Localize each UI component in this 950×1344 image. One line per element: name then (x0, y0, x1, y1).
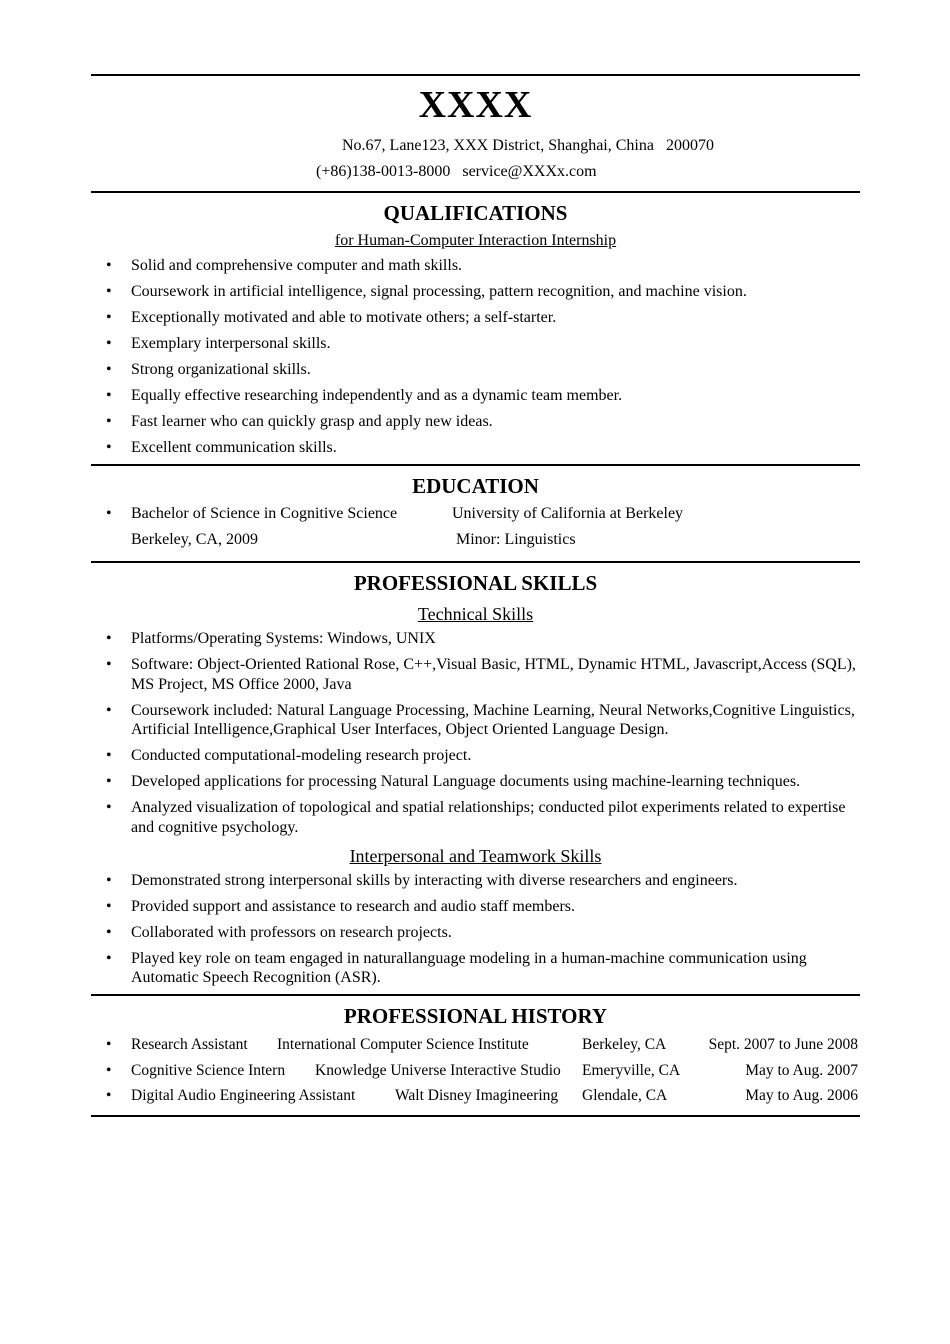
professional-history-section (91, 1002, 860, 1109)
divider (91, 561, 860, 563)
list-item: • Fast learner who can quickly grasp and apply new ideas. (106, 413, 493, 430)
bullet-icon: • (106, 505, 112, 522)
list-item: • Platforms/Operating Systems: Windows, UNIX (106, 630, 436, 647)
professional-skills-section (91, 569, 860, 988)
skills-title: PROFESSIONAL SKILLS (353, 571, 598, 595)
history-row (91, 1032, 860, 1058)
bullet-icon: • (106, 897, 112, 915)
list-item: • Developed applications for processing Natural Language documents using machine-learning techniques. (106, 773, 801, 790)
list-item: • Exceptionally motivated and able to motivate others; a self-starter. (106, 309, 557, 326)
history-row (91, 1058, 860, 1084)
employer: Walt Disney Imagineering (395, 1087, 559, 1104)
bullet-icon: • (106, 309, 112, 326)
history-table (91, 1032, 860, 1109)
education-location-year: Berkeley, CA, 2009 (131, 531, 258, 548)
list-item: • Exemplary interpersonal skills. (106, 335, 331, 352)
history-title: PROFESSIONAL HISTORY (343, 1004, 608, 1028)
bullet-icon: • (106, 799, 112, 816)
job-dates: May to Aug. 2007 (745, 1061, 858, 1079)
list-item: • Demonstrated strong interpersonal skills by interacting with diverse researchers and engineers. (106, 871, 738, 889)
bullet-icon: • (106, 656, 112, 673)
job-dates: Sept. 2007 to June 2008 (708, 1036, 858, 1053)
divider (91, 464, 860, 466)
employer: International Computer Science Institute (277, 1036, 529, 1053)
bullet-icon: • (106, 1087, 112, 1104)
job-role: Research Assistant (131, 1036, 248, 1053)
technical-skills-list (91, 629, 860, 837)
job-dates: May to Aug. 2006 (745, 1087, 858, 1104)
bullet-icon: • (106, 1036, 112, 1053)
contact-info: (+86)138-0013-8000 service@XXXx.com (316, 163, 597, 180)
job-location: Glendale, CA (582, 1087, 668, 1104)
list-item: • Excellent communication skills. (106, 439, 337, 456)
candidate-name: XXXX (418, 84, 533, 126)
list-item: • Coursework in artificial intelligence, signal processing, pattern recognition, and machine vision. (106, 283, 747, 300)
list-item: • Solid and comprehensive computer and math skills. (106, 257, 463, 274)
qualifications-section (91, 199, 860, 458)
qualifications-list (91, 256, 860, 458)
divider (91, 74, 860, 76)
bullet-icon: • (106, 871, 112, 889)
education-title: EDUCATION (412, 474, 539, 498)
education-section (91, 472, 860, 553)
divider (91, 191, 860, 193)
bullet-icon: • (106, 413, 112, 430)
list-item: • Provided support and assistance to research and audio staff members. (106, 897, 576, 915)
list-item: • Equally effective researching independently and as a dynamic team member. (106, 387, 623, 404)
bullet-icon: • (106, 773, 112, 790)
divider (91, 1115, 860, 1117)
job-role: Digital Audio Engineering Assistant (131, 1087, 356, 1104)
bullet-icon: • (106, 630, 112, 647)
qualifications-title: QUALIFICATIONS (383, 201, 568, 225)
divider (91, 994, 860, 996)
minor: Minor: Linguistics (456, 531, 576, 548)
qualifications-subtitle: for Human-Computer Interaction Internship (334, 232, 617, 249)
bullet-icon: • (106, 257, 112, 274)
bullet-icon: • (106, 923, 112, 941)
bullet-icon: • (106, 1061, 112, 1079)
interpersonal-skills-list (91, 871, 860, 988)
bullet-icon: • (106, 283, 112, 300)
list-item: • Analyzed visualization of topological and spatial relationships; conducted pilot experiments related to expertise and cognitive psychology. (106, 799, 846, 836)
interpersonal-skills-subtitle: Interpersonal and Teamwork Skills (349, 845, 602, 866)
bullet-icon: • (106, 439, 112, 456)
education-entry (91, 501, 860, 553)
job-location: Emeryville, CA (582, 1061, 681, 1079)
list-item: • Software: Object-Oriented Rational Rose, C++,Visual Basic, HTML, Dynamic HTML, Javascript,Access (SQL), MS Project, MS Office 2000, Java (106, 656, 856, 693)
job-location: Berkeley, CA (582, 1036, 667, 1053)
employer: Knowledge Universe Interactive Studio (315, 1061, 561, 1079)
list-item: • Played key role on team engaged in naturallanguage modeling in a human-machine communication using Automatic Speech Recognition (ASR). (106, 949, 807, 986)
bullet-icon: • (106, 747, 112, 764)
history-row (91, 1083, 860, 1109)
degree: Bachelor of Science in Cognitive Science (131, 505, 398, 522)
school: University of California at Berkeley (452, 505, 684, 522)
list-item: • Strong organizational skills. (106, 361, 311, 378)
bullet-icon: • (106, 335, 112, 352)
bullet-icon: • (106, 949, 112, 967)
list-item: • Coursework included: Natural Language Processing, Machine Learning, Neural Networks,Cognitive Linguistics, Artificial Intelligence,Graphical User Interfaces, Object Oriented Language Design. (106, 701, 855, 738)
bullet-icon: • (106, 361, 112, 378)
bullet-icon: • (106, 701, 112, 719)
resume-page (91, 74, 860, 1117)
bullet-icon: • (106, 387, 112, 404)
list-item: • Collaborated with professors on research projects. (106, 923, 452, 941)
address: No.67, Lane123, XXX District, Shanghai, China 200070 (342, 137, 714, 154)
list-item: • Conducted computational-modeling research project. (106, 747, 472, 764)
job-role: Cognitive Science Intern (131, 1061, 286, 1079)
technical-skills-subtitle: Technical Skills (417, 604, 534, 624)
